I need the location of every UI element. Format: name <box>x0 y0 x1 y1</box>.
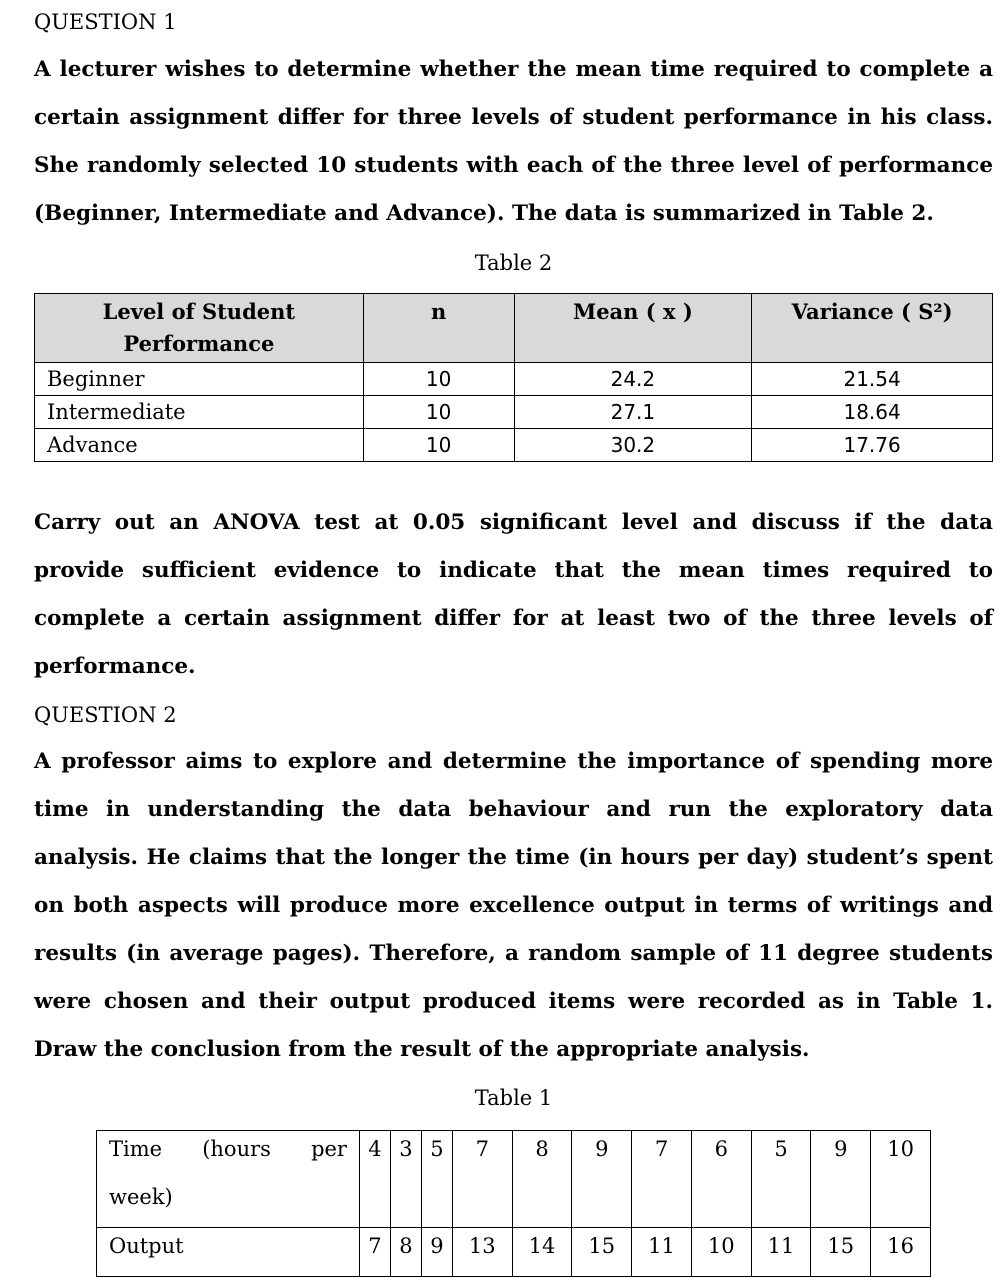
table-cell: 10 <box>363 396 514 429</box>
table-cell: 10 <box>691 1228 751 1277</box>
label-part: week) <box>109 1185 173 1209</box>
label-part: (hours <box>202 1137 271 1161</box>
table-cell: 13 <box>452 1228 512 1277</box>
table-cell: 17.76 <box>752 429 993 462</box>
table-cell: 7 <box>632 1131 692 1228</box>
question-2-heading: QUESTION 2 <box>34 703 177 727</box>
table-1 <box>96 1130 931 1277</box>
table-cell: 9 <box>421 1228 452 1277</box>
question-1-intro: A lecturer wishes to determine whether the mean time required to complete a certain assignment differ for three levels of student performance in his class. She randomly selected 10 students with each of the three level of performance (Beginner, Intermediate and Advance). The data is summarized in Table 2. <box>34 57 993 226</box>
table-2-header-level: Level of Student Performance <box>35 294 364 363</box>
table-cell: 3 <box>390 1131 421 1228</box>
table-1-row-label-time <box>97 1131 360 1228</box>
table-2-header-mean: Mean ( x ) <box>514 294 752 363</box>
table-cell: 4 <box>360 1131 391 1228</box>
question-2-intro: A professor aims to explore and determine the importance of spending more time in understanding the data behaviour and run the exploratory data analysis. He claims that the longer the time (in hours per day) student’s spent on both aspects will produce more excellence output in terms of writings and results (in average pages). Therefore, a random sample of 11 degree students were chosen and their output produced items were recorded as in Table 1. Draw the conclusion from the result of the appropriate analysis. <box>34 749 993 1062</box>
table-2-header-n: n <box>363 294 514 363</box>
table-cell: 10 <box>363 363 514 396</box>
table-cell: 10 <box>871 1131 931 1228</box>
table-cell: 15 <box>811 1228 871 1277</box>
table-cell: 9 <box>811 1131 871 1228</box>
table-cell: 8 <box>390 1228 421 1277</box>
table-cell: 11 <box>751 1228 811 1277</box>
label-part: per <box>311 1137 347 1161</box>
table-cell: 11 <box>632 1228 692 1277</box>
table-cell: Beginner <box>35 363 364 396</box>
table-cell: 5 <box>751 1131 811 1228</box>
table-row-time <box>97 1131 931 1228</box>
table-cell: 30.2 <box>514 429 752 462</box>
table-1-caption: Table 1 <box>474 1086 553 1110</box>
table-1-row-label-output: Output <box>97 1228 360 1277</box>
table-2-header-variance: Variance ( S²) <box>752 294 993 363</box>
table-row <box>35 363 993 396</box>
table-cell: Intermediate <box>35 396 364 429</box>
table-cell: 7 <box>360 1228 391 1277</box>
table-2 <box>34 293 993 462</box>
table-cell: 7 <box>452 1131 512 1228</box>
table-2-header-row <box>35 294 993 363</box>
table-cell: Advance <box>35 429 364 462</box>
table-cell: 9 <box>572 1131 632 1228</box>
table-cell: 6 <box>691 1131 751 1228</box>
table-cell: 5 <box>421 1131 452 1228</box>
table-row-output <box>97 1228 931 1277</box>
table-row <box>35 429 993 462</box>
table-cell: 14 <box>512 1228 572 1277</box>
label-part: Time <box>109 1137 163 1161</box>
table-cell: 18.64 <box>752 396 993 429</box>
table-cell: 16 <box>871 1228 931 1277</box>
table-row <box>35 396 993 429</box>
table-cell: 10 <box>363 429 514 462</box>
table-cell: 24.2 <box>514 363 752 396</box>
question-1-task: Carry out an ANOVA test at 0.05 significant level and discuss if the data provide sufficient evidence to indicate that the mean times required to complete a certain assignment differ for at least two of the three levels of performance. <box>34 510 993 679</box>
question-1-heading: QUESTION 1 <box>34 10 177 34</box>
table-cell: 21.54 <box>752 363 993 396</box>
table-2-caption: Table 2 <box>474 251 553 275</box>
table-cell: 27.1 <box>514 396 752 429</box>
table-cell: 8 <box>512 1131 572 1228</box>
table-cell: 15 <box>572 1228 632 1277</box>
